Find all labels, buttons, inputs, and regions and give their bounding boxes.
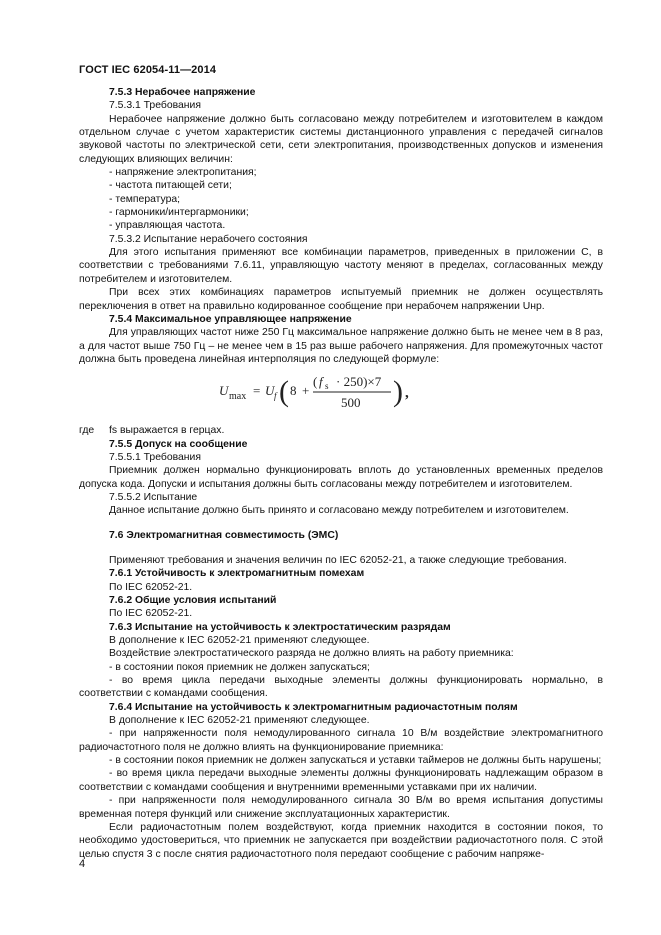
paragraph: 7.5.3.1 Требования — [109, 100, 201, 112]
paragraph: 7.5.3.2 Испытание нерабочего состояния — [109, 233, 308, 245]
formula-plus: + — [302, 383, 310, 399]
formula-comma: , — [405, 385, 409, 402]
paragraph: Нерабочее напряжение должно быть согласовано между потребителем и изготовителем в каждом отдельном случае с учетом характеристик системы дистанционного управления с передачей сигналов звуковой частоты по электрической сети, сети электропитания, производственных допусков и изменения следующих влияющих величин: — [79, 113, 603, 165]
section-heading: 7.5.4 Максимальное управляющее напряжение — [109, 313, 352, 325]
paragraph: Приемник должен нормально функционировать вплоть до установленных временных пределов допуска кода. Допуски и испытания должны быть согласованы между потребителем и изготовителем. — [79, 465, 603, 490]
paragraph: Применяют требования и значения величин по IEC 62052-21, а также следующие требования. — [109, 554, 567, 566]
section-7-5-3-7-5-4 — [79, 86, 603, 366]
section-heading: 7.6.2 Общие условия испытаний — [109, 595, 277, 606]
formula-coef-var: U — [265, 383, 275, 399]
section-heading: 7.6.4 Испытание на устойчивость к электромагнитным радиочастотным полям — [109, 701, 518, 713]
formula-num-var: f — [319, 374, 323, 390]
paragraph: - в состоянии покоя приемник не должен запускаться; — [109, 661, 370, 673]
paragraph: Данное испытание должно быть принято и согласовано между потребителем и изготовителем. — [109, 505, 569, 517]
formula-lhs-var: U — [219, 383, 229, 399]
section-heading: 7.6.3 Испытание на устойчивость к электростатическим разрядам — [109, 621, 451, 633]
paragraph: 7.5.5.1 Требования — [109, 451, 201, 463]
formula-rparen: ) — [393, 375, 403, 409]
paragraph: - в состоянии покоя приемник не должен запускаться и уставки таймеров не должны быть нарушены; — [109, 755, 602, 767]
page-body — [79, 86, 603, 861]
formula-denominator: 500 — [341, 395, 361, 411]
formula-svg — [219, 369, 419, 421]
where-clause — [79, 424, 603, 437]
paragraph: Если радиочастотным полем воздействуют, когда приемник находится в состоянии покоя, то необходимо удостовериться, что приемник не запускается при воздействии радиочастотного поля. С этой целью спустя 3 с после снятия радиочастотного поля передают сообщение с рабочим напряже- — [79, 821, 603, 860]
document-header: ГОСТ IEC 62054-11—2014 — [79, 64, 217, 76]
formula-num-sub: s — [325, 381, 329, 392]
formula-lparen: ( — [279, 375, 289, 409]
where-label: где — [79, 425, 95, 437]
paragraph: - температура; — [109, 193, 181, 205]
where-text: fs выражается в герцах. — [109, 425, 225, 437]
paragraph: В дополнение к IEC 62052-21 применяют следующее. — [109, 715, 370, 727]
section-heading: 7.6.1 Устойчивость к электромагнитным помехам — [109, 568, 365, 580]
section-7-5-5 — [79, 438, 603, 518]
formula-eight: 8 — [290, 383, 297, 399]
formula-num-open: ( — [313, 374, 318, 390]
paragraph: По IEC 62052-21. — [109, 581, 193, 593]
interpolation-formula — [79, 366, 603, 424]
formula-eq: = — [253, 383, 261, 399]
section-heading: 7.5.5 Допуск на сообщение — [109, 438, 248, 450]
paragraph: - гармоники/интергармоники; — [109, 207, 249, 219]
section-heading: 7.5.3 Нерабочее напряжение — [109, 87, 256, 98]
paragraph: При всех этих комбинациях параметров испытуемый приемник не должен осуществлять переключения в ответ на правильно кодированное сообщение при нерабочем напряжении Uнр. — [79, 287, 603, 312]
paragraph: - управляющая частота. — [109, 220, 226, 232]
paragraph: - напряжение электропитания; — [109, 167, 257, 179]
section-7-6-body — [79, 554, 603, 861]
page-number: 4 — [79, 858, 86, 870]
paragraph: - во время цикла передачи выходные элементы должны функционировать надлежащим образом в соответствии с командами сообщения и внутренними временными уставками при их наличии. — [79, 768, 603, 793]
formula-num-rest: · 250)×7 — [336, 374, 382, 390]
paragraph: - при напряженности поля немодулированного сигнала 10 В/м воздействие электромагнитного радиочастотного поля не должно влиять на функционирование приемника: — [79, 728, 603, 753]
paragraph: 7.5.5.2 Испытание — [109, 491, 198, 503]
paragraph: В дополнение к IEC 62052-21 применяют следующее. — [109, 635, 370, 647]
paragraph: - частота питающей сети; — [109, 180, 232, 192]
paragraph: - во время цикла передачи выходные элементы должны функционировать нормально, в соответствии с командами сообщения. — [79, 675, 603, 700]
paragraph: Для управляющих частот ниже 250 Гц максимальное напряжение должно быть не менее чем в 8 раз, а для частот выше 750 Гц – не менее чем в 15 раз выше рабочего напряжения. Для промежуточных частот должна быть проведена линейная интерполяция по следующей формуле: — [79, 327, 603, 365]
formula-lhs-sub: max — [229, 391, 247, 403]
formula-coef-sub: f — [274, 391, 277, 402]
section-7-6-title: 7.6 Электромагнитная совместимость (ЭМС) — [109, 529, 339, 541]
paragraph: Для этого испытания применяют все комбинации параметров, приведенных в приложении С, в соответствии с требованиями 7.6.11, управляющую частоту меняют в пределах, согласованных между потребителем и изготовителем. — [79, 247, 603, 285]
paragraph: По IEC 62052-21. — [109, 608, 193, 620]
paragraph: - при напряженности поля немодулированного сигнала 30 В/м во время испытания допустимы временная потеря функций или снижение эксплуатационных характеристик. — [79, 795, 603, 820]
paragraph: Воздействие электростатического разряда не должно влиять на работу приемника: — [109, 648, 514, 660]
